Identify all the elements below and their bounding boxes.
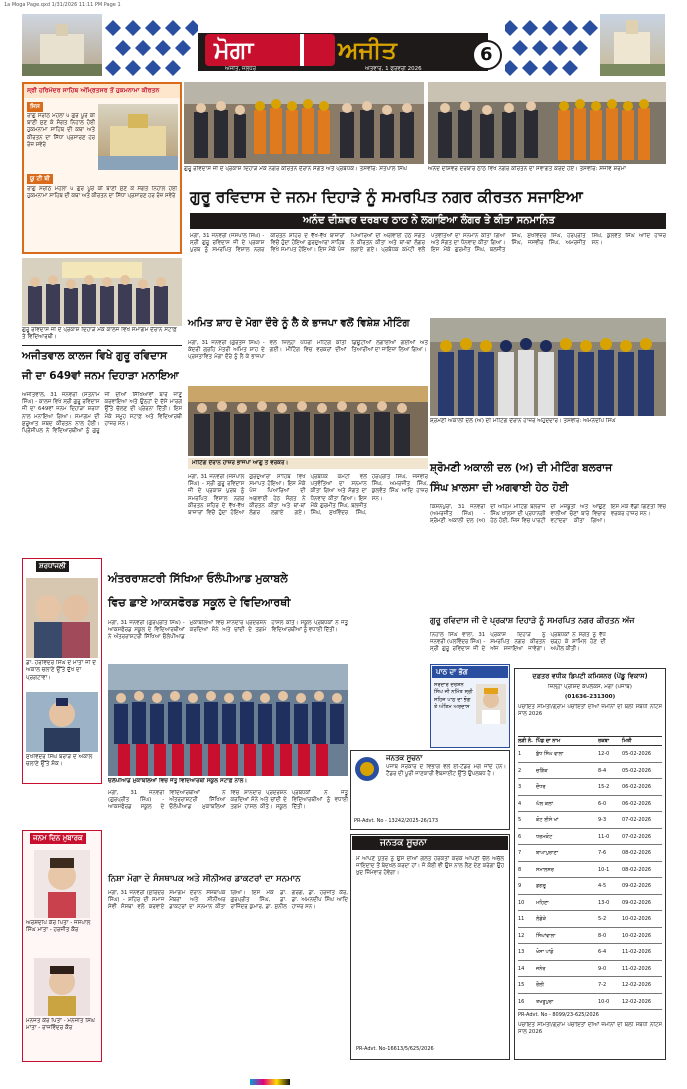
table-row	[518, 796, 662, 813]
olympiad-headline-2: ਵਿਚ ਛਾਏ ਆਕਸਫੋਰਡ ਸਕੂਲ ਦੇ ਵਿਦਿਆਰਥੀ	[108, 596, 291, 609]
sanman-headline: ਨਿਸ਼ਾ ਮੋਗਾ ਦੇ ਸੰਸਥਾਪਕ ਅਤੇ ਸੀਨੀਅਰ ਡਾਕਟਰਾਂ ਦਾ ਸਨਮਾਨ	[108, 874, 301, 884]
auction-col-village: ਪਿੰਡ ਦਾ ਨਾਮ	[536, 738, 561, 744]
auction-cell-village: ਸਿੰਘਾਂਵਾਲਾ	[536, 932, 556, 939]
auction-cell-area: 9-3	[598, 817, 607, 823]
auction-cell-village: ਧਰਮਕੋਟ	[536, 833, 553, 840]
auction-cell-date: 09-02-2026	[622, 899, 652, 906]
auction-cell-sr: 12	[518, 932, 525, 939]
office-ad-sub: ਜ਼ਿਲ੍ਹਾ ਪ੍ਰੀਸ਼ਦ ਕੰਪਲੈਕਸ, ਮੋਗਾ (ਪੰਜਾਬ)	[548, 684, 632, 690]
table-row	[518, 845, 662, 862]
auction-col-area: ਰਕਬਾ	[598, 738, 610, 744]
auction-cell-sr: 14	[518, 965, 525, 972]
table-row	[518, 928, 662, 945]
table-row	[518, 944, 662, 961]
registration-bar	[250, 1079, 290, 1085]
olympiad-caption: ਓਲੰਪੀਆਡ ਮੁਕਾਬਲਿਆਂ ਵਿਚ ਜੇਤੂ ਵਿਦਿਆਰਥੀ ਸਕੂਲ ਸਟਾਫ਼ ਨਾਲ।	[108, 778, 248, 784]
auction-cell-sr: 7	[518, 850, 522, 856]
main-headline: ਗੁਰੂ ਰਵਿਦਾਸ ਦੇ ਜਨਮ ਦਿਹਾੜੇ ਨੂੰ ਸਮਰਪਿਤ ਨਗਰ ਕੀਰਤਨ ਸਜਾਇਆ	[190, 188, 583, 206]
auction-cell-area: 5-2	[598, 916, 607, 922]
masthead-paper: ਅਜੀਤ	[338, 36, 397, 64]
guru2-body: ਨਿਹਾਲ ਸਿੰਘ ਵਾਲਾ, 31 ਜਨਵਰੀ (ਪਲਵਿੰਦਰ ਸਿੰਘ) - ਸ੍ਰੀ ਗੁਰੂ ਰਵਿਦਾਸ ਜੀ ਦੇ ਪ੍ਰਕਾਸ਼ ਦਿਹਾੜੇ ਨੂੰ ਸਮਰਪਿਤ ਨਗਰ ਕੀਰਤਨ ਅੱਜ ਸਜਾਇਆ ਜਾਵੇਗਾ। ਪ੍ਰਬੰਧਕਾਂ ਨੇ ਸੰਗਤ ਨੂੰ ਵੱਧ ਚੜ੍ਹ ਕੇ ਸ਼ਾਮਿਲ ਹੋਣ ਦੀ ਅਪੀਲ ਕੀਤੀ।	[430, 632, 606, 653]
office-ad-text: ਪੰਚਾਇਤ ਸਮਿਤੀ/ਗ੍ਰਾਮ ਪੰਚਾਇਤਾਂ ਦੀਆਂ ਜ਼ਮੀਨਾਂ ਦੀ ਬੋਲੀ ਸਬੰਧੀ ਨੋਟਿਸ ਸਾਲ 2026	[518, 704, 662, 718]
auction-cell-area: 11-0	[598, 833, 610, 840]
office-ad-title: ਦਫ਼ਤਰ ਵਧੀਕ ਡਿਪਟੀ ਕਮਿਸ਼ਨਰ (ਪੇਂਡੂ ਵਿਕਾਸ)	[532, 672, 648, 680]
path-ad-title: ਪਾਠ ਦਾ ਭੋਗ	[436, 668, 468, 676]
olympiad-body-2: ਮੋਗਾ, 31 ਜਨਵਰੀ (ਗੁਰਪ੍ਰੀਤ ਸਿੰਘ) - ਆਕਸਫੋਰਡ ਸਕੂਲ ਦੇ ਵਿਦਿਆਰਥੀਆਂ ਨੇ ਅੰਤਰਰਾਸ਼ਟਰੀ ਸਿੱਖਿਆ ਓਲੰਪੀਆਡ ਮੁਕਾਬਲਿਆਂ ਵਿਚ ਸ਼ਾਨਦਾਰ ਪ੍ਰਦਰਸ਼ਨ ਕਰਦਿਆਂ ਸੋਨੇ ਅਤੇ ਚਾਂਦੀ ਦੇ ਤਗਮੇ ਹਾਸਲ ਕੀਤੇ। ਸਕੂਲ ਪ੍ਰਬੰਧਕਾਂ ਨੇ ਜੇਤੂ ਵਿਦਿਆਰਥੀਆਂ ਨੂੰ ਵਧਾਈ ਦਿੱਤੀ।	[108, 790, 348, 811]
auction-cell-area: 7-6	[598, 850, 607, 856]
masthead-pattern-right	[505, 14, 600, 76]
auction-table	[518, 736, 662, 1010]
auction-cell-sr: 1	[518, 751, 522, 757]
main-story-body: ਮੋਗਾ, 31 ਜਨਵਰੀ (ਜਸਪਾਲ ਸਿੰਘ) - ਸ੍ਰੀ ਗੁਰੂ ਰਵਿਦਾਸ ਜੀ ਦੇ ਪ੍ਰਕਾਸ਼ ਪੁਰਬ ਨੂੰ ਸਮਰਪਿਤ ਵਿਸ਼ਾਲ ਨਗਰ ਕੀਰਤਨ ਸ਼ਹਿਰ ਦੇ ਵੱਖ-ਵੱਖ ਬਾਜ਼ਾਰਾਂ ਵਿਚੋਂ ਹੁੰਦਾ ਹੋਇਆ ਗੁਰਦੁਆਰਾ ਸਾਹਿਬ ਵਿਖੇ ਸਮਾਪਤ ਹੋਇਆ। ਇਸ ਮੌਕੇ ਪੰਜ ਪਿਆਰਿਆਂ ਦੀ ਅਗਵਾਈ ਹੇਠ ਸੰਗਤ ਨੇ ਕੀਰਤਨ ਕੀਤਾ ਅਤੇ ਥਾਂ-ਥਾਂ ਲੰਗਰ ਲਗਾਏ ਗਏ। ਪ੍ਰਬੰਧਕ ਕਮੇਟੀ ਵਲੋਂ ਪਤਵੰਤਿਆਂ ਦਾ ਸਨਮਾਨ ਕੀਤਾ ਗਿਆ ਅਤੇ ਸੰਗਤ ਦਾ ਧੰਨਵਾਦ ਕੀਤਾ ਗਿਆ। ਇਸ ਮੌਕੇ ਗੁਰਮੀਤ ਸਿੰਘ, ਬਲਜੀਤ ਸਿੰਘ, ਸੁਖਵਿੰਦਰ ਸਿੰਘ, ਹਰਪ੍ਰੀਤ ਸਿੰਘ, ਜਸਵੀਰ ਸਿੰਘ, ਅਮਰਜੀਤ ਸਿੰਘ, ਕੁਲਵੰਤ ਸਿੰਘ ਆਦਿ ਹਾਜ਼ਰ ਸਨ।	[190, 233, 666, 254]
auction-col-sr: ਲੜੀ ਨੰ.	[518, 738, 533, 744]
auction-cell-village: ਲੰਡੇਕੇ	[536, 916, 547, 922]
akali-headline-1: ਸ਼੍ਰੋਮਣੀ ਅਕਾਲੀ ਦਲ (ਅ) ਦੀ ਮੀਟਿੰਗ ਬਲਰਾਜ	[430, 462, 613, 474]
auction-cell-date: 06-02-2026	[622, 800, 652, 807]
guru2-headline: ਗੁਰੂ ਰਵਿਦਾਸ ਜੀ ਦੇ ਪ੍ਰਕਾਸ਼ ਦਿਹਾੜੇ ਨੂੰ ਸਮਰਪਿਤ ਨਗਰ ਕੀਰਤਨ ਅੱਜ	[430, 616, 635, 625]
top-photo-right	[428, 82, 666, 164]
obituary-title: ਸ਼ਰਧਾਂਜਲੀ	[36, 561, 69, 572]
hukamnama-photo	[98, 104, 178, 170]
masthead-city: ਮੋਗਾ	[214, 36, 254, 64]
auction-cell-date: 12-02-2026	[622, 998, 652, 1005]
auction-cell-date: 11-02-2026	[622, 965, 652, 972]
auction-cell-sr: 3	[518, 784, 522, 790]
auction-cell-village: ਖੋਸਾ ਪਾਂਡੋ	[536, 949, 554, 955]
obituary-photo-2	[26, 692, 98, 752]
akali-body: ਕਿਸ਼ਨਪੁਰਾ, 31 ਜਨਵਰੀ (ਅਮਰਜੀਤ ਸਿੰਘ) - ਸ਼੍ਰੋਮਣੀ ਅਕਾਲੀ ਦਲ (ਅ) ਦੀ ਅਹਿਮ ਮੀਟਿੰਗ ਬਲਰਾਜ ਸਿੰਘ ਖ਼ਾਲਸਾ ਦੀ ਪ੍ਰਧਾਨਗੀ ਹੇਠ ਹੋਈ, ਜਿਸ ਵਿਚ ਪਾਰਟੀ ਦੀ ਮਜ਼ਬੂਤੀ ਅਤੇ ਆਉਣ ਵਾਲੀਆਂ ਚੋਣਾਂ ਬਾਰੇ ਵਿਚਾਰ ਵਟਾਂਦਰਾ ਕੀਤਾ ਗਿਆ। ਇਸ ਮੌਕੇ ਵੱਡੀ ਗਿਣਤੀ ਵਿਚ ਵਰਕਰ ਹਾਜ਼ਰ ਸਨ।	[430, 504, 666, 525]
punjab-seal-icon	[354, 756, 380, 782]
sanman-body: ਮੋਗਾ, 31 ਜਨਵਰੀ (ਸੁਰਿੰਦਰ ਸਿੰਘ) - ਸ਼ਹਿਰ ਦੀ ਸਮਾਜ ਸੇਵੀ ਸੰਸਥਾ ਵਲੋਂ ਕਰਵਾਏ ਸਮਾਗਮ ਦੌਰਾਨ ਸੰਸਥਾਪਕ ਮੈਂਬਰਾਂ ਅਤੇ ਸੀਨੀਅਰ ਡਾਕਟਰਾਂ ਦਾ ਸਨਮਾਨ ਕੀਤਾ ਗਿਆ। ਇਸ ਮੌਕੇ ਡਾ. ਗੁਰਪ੍ਰੀਤ ਸਿੰਘ, ਡਾ. ਰਾਜਿੰਦਰ ਕੁਮਾਰ, ਡਾ. ਸੁਨੀਲ ਗਰਗ, ਡਾ. ਹਰਜੀਤ ਕੌਰ, ਡਾ. ਅਮਨਦੀਪ ਸਿੰਘ ਆਦਿ ਹਾਜ਼ਰ ਸਨ।	[108, 890, 348, 911]
auction-cell-date: 08-02-2026	[622, 850, 652, 856]
masthead-photo-right	[600, 14, 665, 76]
auction-cell-area: 7-2	[598, 982, 607, 988]
amit-headline: ਅਮਿਤ ਸ਼ਾਹ ਦੇ ਮੋਗਾ ਦੌਰੇ ਨੂੰ ਲੈ ਕੇ ਭਾਜਪਾ ਵਲੋਂ ਵਿਸ਼ੇਸ਼ ਮੀਟਿੰਗ	[188, 318, 410, 329]
college-photo	[22, 258, 182, 326]
olympiad-headline-1: ਅੰਤਰਰਾਸ਼ਟਰੀ ਸਿੱਖਿਆ ਓਲੰਪੀਆਡ ਮੁਕਾਬਲੇ	[108, 572, 288, 585]
masthead-sub: ਅਜੀਤ, ਜਲੰਧਰ	[225, 66, 257, 72]
akali-photo	[430, 318, 666, 416]
auction-cell-date: 10-02-2026	[622, 916, 652, 922]
notice-ad-pr: PR-Advt. No-16613/5/625/2026	[356, 1046, 434, 1052]
table-row	[518, 961, 662, 978]
auction-cell-sr: 4	[518, 800, 522, 807]
auction-cell-date: 05-02-2026	[622, 751, 652, 757]
akali-headline-2: ਸਿੰਘ ਖ਼ਾਲਸਾ ਦੀ ਅਗਵਾਈ ਹੇਠ ਹੋਈ	[430, 482, 569, 494]
birthday-caption-1: ਅਰਸ਼ਦੀਪ ਕੌਰ ਪਿਤਾ - ਜਸਪਾਲ ਸਿੰਘ ਮਾਤਾ - ਹਰਜੀਤ ਕੌਰ	[26, 920, 91, 934]
table-row	[518, 994, 662, 1011]
auction-cell-date: 10-02-2026	[622, 932, 652, 939]
auction-cell-date: 07-02-2026	[622, 817, 652, 823]
auction-cell-sr: 5	[518, 817, 522, 823]
auction-cell-sr: 8	[518, 866, 522, 873]
auction-cell-village: ਮਹਿਣਾ	[536, 899, 549, 906]
auction-cell-village: ਰੌਲੀ	[536, 982, 544, 988]
auction-cell-date: 08-02-2026	[622, 866, 652, 873]
auction-cell-date: 11-02-2026	[622, 949, 652, 955]
notice-ad-text: ਮੈਂ ਆਪਣੇ ਪੁੱਤਰ ਨੂੰ ਉਸ ਦੀਆਂ ਗਲਤ ਹਰਕਤਾਂ ਕਰਕੇ ਆਪਣੀ ਚੱਲ ਅਚੱਲ ਜਾਇਦਾਦ ਤੋਂ ਬੇਦਖਲ ਕਰਦਾ ਹਾਂ। ਜੋ ਕੋਈ ਵੀ ਉਸ ਨਾਲ ਲੈਣ ਦੇਣ ਕਰੇਗਾ ਉਹ ਖੁਦ ਜ਼ਿੰਮੇਵਾਰ ਹੋਵੇਗਾ।	[356, 856, 504, 877]
table-row	[518, 829, 662, 846]
auction-cell-area: 8-4	[598, 767, 607, 774]
college-headline-1: ਅਜੀਤਵਾਲ ਕਾਲਜ ਵਿਖੇ ਗੁਰੂ ਰਵਿਦਾਸ	[22, 350, 168, 362]
main-subhead: ਅਨੰਦ ਦੀਸ਼ਵਰ ਦਰਬਾਰ ਠਾਠ ਨੇ ਲਗਾਇਆ ਲੰਗਰ ਤੇ ਕੀਤਾ ਸਨਮਾਨਿਤ	[303, 215, 555, 226]
auction-cell-village: ਤਖਤੂਪੁਰਾ	[536, 998, 554, 1005]
auction-cell-date: 07-02-2026	[622, 833, 652, 840]
obituary-photo-1	[26, 578, 98, 658]
top-caption-left: ਗੁਰੂ ਰਵਿਦਾਸ ਜੀ ਦੇ ਪ੍ਰਕਾਸ਼ ਦਿਹਾੜੇ ਮੌਕੇ ਨਗਰ ਕੀਰਤਨ ਦੌਰਾਨ ਸੰਗਤ ਅਤੇ ਪ੍ਰਬੰਧਕ। ਤਸਵੀਰ: ਸਤਪਾਲ ਸਿੰਘ	[184, 166, 408, 172]
auction-cell-sr: 10	[518, 899, 525, 906]
auction-cell-village: ਜਨੇਰ	[536, 965, 546, 972]
auction-cell-village: ਦੌਧਰ	[536, 784, 546, 790]
top-photo-center	[184, 82, 424, 164]
page-number: 6	[480, 44, 493, 65]
hukamnama-text-a: ਰਾਗੁ ਸੋਰਠਿ ਮਹਲਾ ੫ ਗੁਰ ਪੂਰੇ ਕੀ ਬਾਣੀ ਸੁਣ ਕੇ ਸੰਗਤ ਨਿਹਾਲ ਹੋਈ ਹੁਕਮਨਾਮਾ ਸਾਹਿਬ ਦੀ ਕਥਾ ਅਤੇ ਕੀਰਤਨ ਦਾ ਸਿੱਧਾ ਪ੍ਰਸਾਰਣ ਹਰ ਰੋਜ਼ ਸਵੇਰੇ	[27, 113, 95, 148]
auction-cell-area: 10-0	[598, 998, 610, 1005]
masthead-divider	[300, 34, 304, 66]
hukamnama-label-b: ਯੂ ਟੀ ਬੀ	[27, 174, 53, 184]
table-row	[518, 763, 662, 780]
olympiad-body: ਮੋਗਾ, 31 ਜਨਵਰੀ (ਗੁਰਪ੍ਰੀਤ ਸਿੰਘ) - ਆਕਸਫੋਰਡ ਸਕੂਲ ਦੇ ਵਿਦਿਆਰਥੀਆਂ ਨੇ ਅੰਤਰਰਾਸ਼ਟਰੀ ਸਿੱਖਿਆ ਓਲੰਪੀਆਡ ਮੁਕਾਬਲਿਆਂ ਵਿਚ ਸ਼ਾਨਦਾਰ ਪ੍ਰਦਰਸ਼ਨ ਕਰਦਿਆਂ ਸੋਨੇ ਅਤੇ ਚਾਂਦੀ ਦੇ ਤਗਮੇ ਹਾਸਲ ਕੀਤੇ। ਸਕੂਲ ਪ੍ਰਬੰਧਕਾਂ ਨੇ ਜੇਤੂ ਵਿਦਿਆਰਥੀਆਂ ਨੂੰ ਵਧਾਈ ਦਿੱਤੀ।	[108, 620, 348, 641]
auction-cell-village: ਬੁੱਧ ਸਿੰਘ ਵਾਲਾ	[536, 751, 564, 757]
auction-cell-date: 12-02-2026	[622, 982, 652, 988]
tender-ad-text: ਪੰਜਾਬ ਸਰਕਾਰ ਦੇ ਵਿਭਾਗ ਵਲੋਂ ਈ-ਟੈਂਡਰ ਮੰਗੇ ਜਾਂਦੇ ਹਨ। ਟੈਂਡਰ ਦੀ ਪੂਰੀ ਜਾਣਕਾਰੀ ਵੈਬਸਾਈਟ ਉੱਤੇ ਉਪਲਬਧ ਹੈ।	[386, 764, 506, 778]
print-meta: 1a Moga Page.qxd 1/31/2026 11:11 PM Page 1	[4, 2, 121, 8]
auction-cell-sr: 13	[518, 949, 525, 955]
office-ad-footer: ਪੰਚਾਇਤ ਸਮਿਤੀ/ਗ੍ਰਾਮ ਪੰਚਾਇਤਾਂ ਦੀਆਂ ਜ਼ਮੀਨਾਂ ਦੀ ਬੋਲੀ ਸਬੰਧੀ ਨੋਟਿਸ ਸਾਲ 2026	[518, 1022, 662, 1036]
auction-cell-village: ਡਗਰੂ	[536, 883, 546, 889]
college-story-body: ਅਜੀਤਵਾਲ, 31 ਜਨਵਰੀ (ਸਤਨਾਮ ਸਿੰਘ) - ਕਾਲਜ ਵਿਖੇ ਸ੍ਰੀ ਗੁਰੂ ਰਵਿਦਾਸ ਜੀ ਦਾ 649ਵਾਂ ਜਨਮ ਦਿਹਾੜਾ ਸ਼ਰਧਾ ਨਾਲ ਮਨਾਇਆ ਗਿਆ। ਸਮਾਗਮ ਦੀ ਸ਼ੁਰੂਆਤ ਸ਼ਬਦ ਕੀਰਤਨ ਨਾਲ ਹੋਈ। ਪ੍ਰਿੰਸੀਪਲ ਨੇ ਵਿਦਿਆਰਥੀਆਂ ਨੂੰ ਗੁਰੂ ਜੀ ਦੀਆਂ ਸਿੱਖਿਆਵਾਂ ਬਾਰੇ ਜਾਣੂ ਕਰਵਾਇਆ ਅਤੇ ਉਨ੍ਹਾਂ ਦੇ ਦੱਸੇ ਮਾਰਗ ਉੱਤੇ ਚੱਲਣ ਦੀ ਪ੍ਰੇਰਨਾ ਦਿੱਤੀ। ਇਸ ਮੌਕੇ ਸਮੂਹ ਸਟਾਫ਼ ਅਤੇ ਵਿਦਿਆਰਥੀ ਹਾਜ਼ਰ ਸਨ।	[22, 392, 182, 435]
auction-cell-area: 8-0	[598, 932, 607, 939]
amit-caption: ਮੀਟਿੰਗ ਦੌਰਾਨ ਹਾਜ਼ਰ ਭਾਜਪਾ ਆਗੂ ਤੇ ਵਰਕਰ।	[192, 460, 289, 466]
auction-table-body	[518, 746, 662, 1010]
amit-body: ਮੋਗਾ, 31 ਜਨਵਰੀ (ਗੁਰਤੇਜ ਸਿੰਘ) - ਕੇਂਦਰੀ ਗ੍ਰਹਿ ਮੰਤਰੀ ਅਮਿਤ ਸ਼ਾਹ ਦੇ ਪ੍ਰਸਤਾਵਿਤ ਮੋਗਾ ਦੌਰੇ ਨੂੰ ਲੈ ਕੇ ਭਾਜਪਾ ਵਲੋਂ ਜ਼ਿਲ੍ਹਾ ਪੱਧਰੀ ਮੀਟਿੰਗ ਕੀਤੀ ਗਈ। ਮੀਟਿੰਗ ਵਿਚ ਵਰਕਰਾਂ ਦੀਆਂ ਡਿਊਟੀਆਂ ਲਗਾਈਆਂ ਗਈਆਂ ਅਤੇ ਤਿਆਰੀਆਂ ਦਾ ਜਾਇਜ਼ਾ ਲਿਆ ਗਿਆ।	[188, 340, 428, 361]
auction-col-date: ਮਿਤੀ	[622, 738, 632, 744]
masthead-date: ਐਤਵਾਰ, 1 ਫਰਵਰੀ 2026	[365, 66, 422, 72]
table-row	[518, 812, 662, 829]
auction-cell-sr: 15	[518, 982, 525, 988]
auction-cell-area: 15-2	[598, 784, 610, 790]
table-row	[518, 895, 662, 912]
birthday-caption-2: ਮਨਜੋਤ ਕੌਰ ਪਿਤਾ - ਮਨਜੀਤ ਸਿੰਘ ਮਾਤਾ - ਰਾਜਵਿੰਦਰ ਕੌਰ	[26, 1018, 95, 1032]
notice-ad-title: ਜਨਤਕ ਸੂਚਨਾ	[380, 838, 427, 848]
olympiad-photo	[108, 664, 348, 776]
top-caption-right: ਅਨੰਦ ਦੀਸ਼ਵਰ ਦਰਬਾਰ ਠਾਠ ਵਿਖੇ ਨਗਰ ਕੀਰਤਨ ਦਾ ਸਵਾਗਤ ਕਰਦੇ ਹੋਏ। ਤਸਵੀਰ: ਸੰਜੀਵ ਸ਼ਰਮਾ	[428, 166, 627, 172]
auction-cell-village: ਬਾਘਾਪੁਰਾਣਾ	[536, 850, 559, 856]
auction-cell-sr: 9	[518, 883, 522, 889]
auction-cell-date: 06-02-2026	[622, 784, 652, 790]
auction-cell-date: 05-02-2026	[622, 767, 652, 774]
hukamnama-text-b: ਰਾਗੁ ਸੋਰਠਿ ਮਹਲਾ ੫ ਗੁਰ ਪੂਰੇ ਕੀ ਬਾਣੀ ਸੁਣ ਕੇ ਸੰਗਤ ਨਿਹਾਲ ਹੋਈ ਹੁਕਮਨਾਮਾ ਸਾਹਿਬ ਦੀ ਕਥਾ ਅਤੇ ਕੀਰਤਨ ਦਾ ਸਿੱਧਾ ਪ੍ਰਸਾਰਣ ਹਰ ਰੋਜ਼ ਸਵੇਰੇ	[27, 186, 177, 200]
notice-ad-title-bar	[352, 836, 508, 850]
hukamnama-label-a: ਜਿਸ	[27, 102, 43, 112]
masthead-pattern-left	[103, 14, 198, 76]
auction-cell-village: ਚੜਿੱਕ	[536, 767, 548, 774]
college-photo-caption: ਗੁਰੂ ਰਵਿਦਾਸ ਜੀ ਦੇ ਪ੍ਰਕਾਸ਼ ਦਿਹਾੜੇ ਮੌਕੇ ਕਾਲਜ ਵਿਖੇ ਸਮਾਗਮ ਦੌਰਾਨ ਸਟਾਫ਼ ਤੇ ਵਿਦਿਆਰਥੀ।	[22, 327, 177, 341]
amit-body-2: ਮੋਗਾ, 31 ਜਨਵਰੀ (ਜਸਪਾਲ ਸਿੰਘ) - ਸ੍ਰੀ ਗੁਰੂ ਰਵਿਦਾਸ ਜੀ ਦੇ ਪ੍ਰਕਾਸ਼ ਪੁਰਬ ਨੂੰ ਸਮਰਪਿਤ ਵਿਸ਼ਾਲ ਨਗਰ ਕੀਰਤਨ ਸ਼ਹਿਰ ਦੇ ਵੱਖ-ਵੱਖ ਬਾਜ਼ਾਰਾਂ ਵਿਚੋਂ ਹੁੰਦਾ ਹੋਇਆ ਗੁਰਦੁਆਰਾ ਸਾਹਿਬ ਵਿਖੇ ਸਮਾਪਤ ਹੋਇਆ। ਇਸ ਮੌਕੇ ਪੰਜ ਪਿਆਰਿਆਂ ਦੀ ਅਗਵਾਈ ਹੇਠ ਸੰਗਤ ਨੇ ਕੀਰਤਨ ਕੀਤਾ ਅਤੇ ਥਾਂ-ਥਾਂ ਲੰਗਰ ਲਗਾਏ ਗਏ। ਪ੍ਰਬੰਧਕ ਕਮੇਟੀ ਵਲੋਂ ਪਤਵੰਤਿਆਂ ਦਾ ਸਨਮਾਨ ਕੀਤਾ ਗਿਆ ਅਤੇ ਸੰਗਤ ਦਾ ਧੰਨਵਾਦ ਕੀਤਾ ਗਿਆ। ਇਸ ਮੌਕੇ ਗੁਰਮੀਤ ਸਿੰਘ, ਬਲਜੀਤ ਸਿੰਘ, ਸੁਖਵਿੰਦਰ ਸਿੰਘ, ਹਰਪ੍ਰੀਤ ਸਿੰਘ, ਜਸਵੀਰ ਸਿੰਘ, ਅਮਰਜੀਤ ਸਿੰਘ, ਕੁਲਵੰਤ ਸਿੰਘ ਆਦਿ ਹਾਜ਼ਰ ਸਨ।	[188, 474, 428, 517]
table-row	[518, 878, 662, 895]
akali-photo-caption: ਸ਼੍ਰੋਮਣੀ ਅਕਾਲੀ ਦਲ (ਅ) ਦੀ ਮੀਟਿੰਗ ਦੌਰਾਨ ਹਾਜ਼ਰ ਅਹੁਦੇਦਾਰ। ਤਸਵੀਰ: ਅਮਨਦੀਪ ਸਿੰਘ	[430, 418, 616, 424]
auction-table-header	[518, 736, 662, 746]
amit-photo	[188, 386, 428, 456]
auction-cell-area: 12-0	[598, 751, 610, 757]
auction-cell-village: ਘੱਲ ਕਲਾਂ	[536, 800, 553, 807]
auction-cell-sr: 2	[518, 767, 522, 774]
auction-cell-area: 9-0	[598, 965, 607, 972]
table-row	[518, 911, 662, 928]
table-row	[518, 779, 662, 796]
table-row	[518, 977, 662, 994]
hukamnama-title: ਸ੍ਰੀ ਹਰਿਮੰਦਰ ਸਾਹਿਬ ਅੰਮ੍ਰਿਤਸਰ ਤੋਂ ਹੁਕਮਨਾਮਾ ਕੀਰਤਨ	[27, 87, 160, 94]
college-headline-2: ਜੀ ਦਾ 649ਵਾਂ ਜਨਮ ਦਿਹਾੜਾ ਮਨਾਇਆ	[22, 370, 179, 382]
path-ad-text: ਸਰਦਾਰ ਦਰਸ਼ਨ ਸਿੰਘ ਜੀ ਨਮਿੱਤ ਸ੍ਰੀ ਸਹਿਜ ਪਾਠ ਦਾ ਭੋਗ ਤੇ ਅੰਤਿਮ ਅਰਦਾਸ	[434, 682, 473, 711]
path-ad-photo	[476, 684, 506, 724]
auction-cell-sr: 6	[518, 833, 522, 840]
tender-ad-title: ਜਨਤਕ ਸੂਚਨਾ	[386, 754, 423, 762]
birthday-photo-2	[34, 958, 90, 1016]
obituary-caption-2: ਸੁਖਵਿੰਦਰ ਸਿੰਘ ਬਰਾੜ ਦੇ ਅਕਾਲ ਚਲਾਣੇ ਉੱਤੇ ਸ਼ੋਕ।	[26, 754, 93, 768]
auction-cell-sr: 16	[518, 998, 525, 1005]
footer-strip	[0, 1076, 687, 1089]
office-ad-pr: PR-Advt. No - 8099/23-625/2026	[518, 1012, 599, 1018]
auction-cell-date: 09-02-2026	[622, 883, 652, 889]
obituary-caption-1: ਡਾ. ਹਰਵਿੰਦਰ ਸਿੰਘ ਦੇ ਮਾਤਾ ਜੀ ਦੇ ਅਕਾਲ ਚਲਾਣੇ ਉੱਤੇ ਦੁੱਖ ਦਾ ਪ੍ਰਗਟਾਵਾ।	[26, 660, 96, 681]
auction-cell-village: ਕੋਟ ਈਸੇ ਖਾਂ	[536, 817, 559, 823]
left-col-rule	[22, 345, 182, 346]
auction-cell-area: 6-4	[598, 949, 607, 955]
auction-cell-area: 6-0	[598, 800, 607, 807]
birthday-title: ਜਨਮ ਦਿਨ ਮੁਬਾਰਕ	[30, 833, 86, 844]
auction-cell-sr: 11	[518, 916, 525, 922]
masthead-photo-left	[22, 14, 102, 76]
auction-cell-area: 13-0	[598, 899, 610, 906]
auction-cell-area: 4-5	[598, 883, 607, 889]
table-row	[518, 746, 662, 763]
birthday-photo-1	[34, 850, 90, 918]
office-ad-phone: (01636-231300)	[564, 694, 616, 700]
auction-cell-village: ਸਮਾਲਸਰ	[536, 866, 554, 873]
table-row	[518, 862, 662, 879]
tender-ad-pr: PR-Advt. No - 13242/2025-26/173	[354, 818, 439, 824]
auction-cell-area: 10-1	[598, 866, 610, 873]
